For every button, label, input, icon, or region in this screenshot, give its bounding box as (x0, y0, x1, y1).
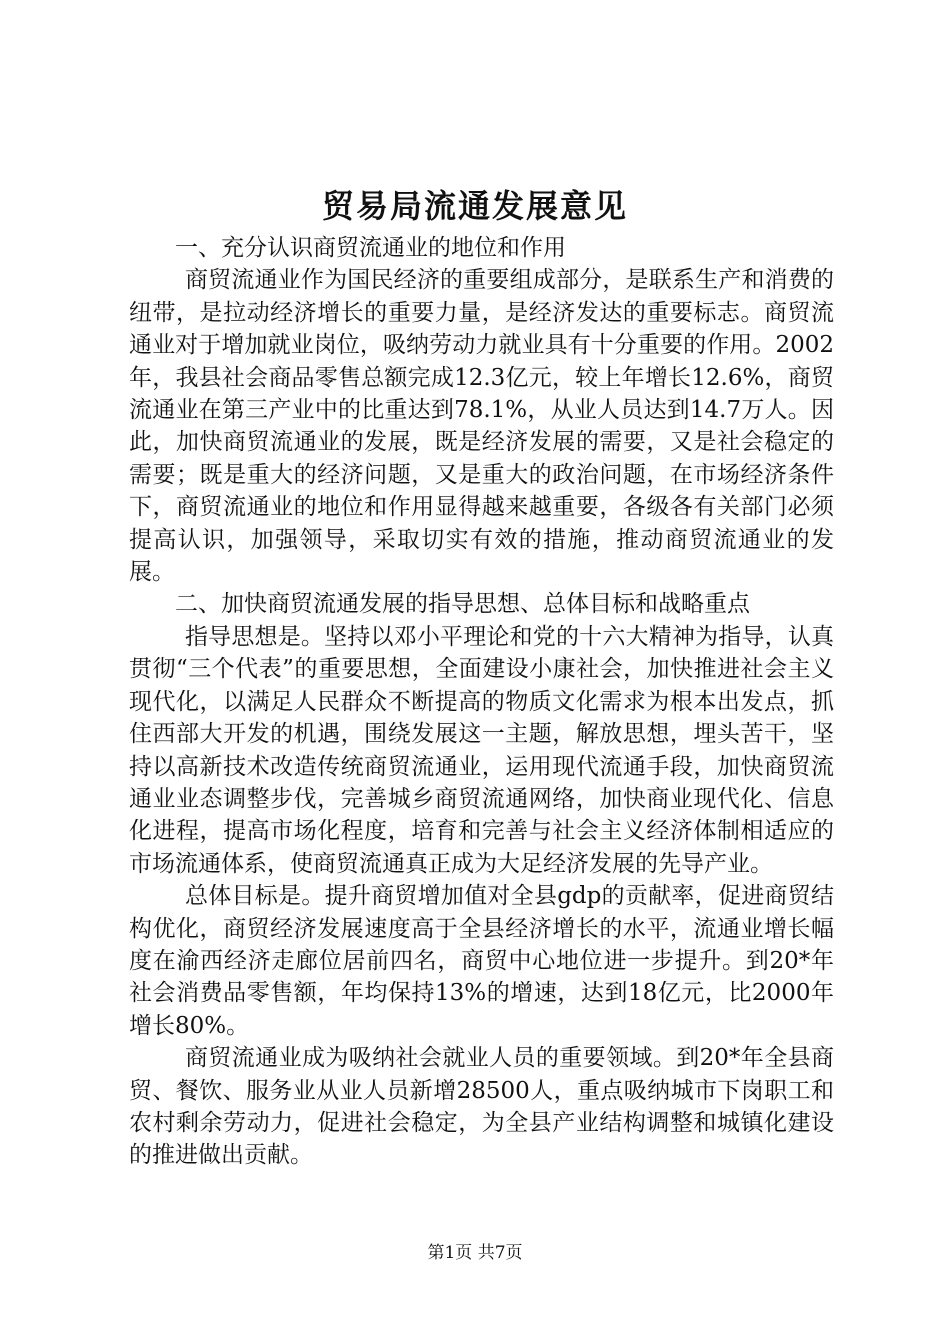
document-body (129, 232, 834, 1172)
paragraph-guiding-ideology: 指导思想是。坚持以邓小平理论和党的十六大精神为指导，认真贯彻“三个代表”的重要思想，全面建设小康社会，加快推进社会主义现代化，以满足人民群众不断提高的物质文化需求为根本出发点，抓住西部大开发的机遇，围绕发展这一主题，解放思想，埋头苦干，坚持以高新技术改造传统商贸流通业，运用现代流通手段，加快商贸流通业业态调整步伐，完善城乡商贸流通网络，加快商业现代化、信息化进程，提高市场化程度，培育和完善与社会主义经济体制相适应的市场流通体系，使商贸流通真正成为大足经济发展的先导产业。 (129, 623, 834, 877)
paragraph-overall-goal: 总体目标是。提升商贸增加值对全县gdp的贡献率，促进商贸结构优化，商贸经济发展速度高于全县经济增长的水平，流通业增长幅度在渝西经济走廊位居前四名，商贸中心地位进一步提升。到20*年社会消费品零售额，年均保持13%的增速，达到18亿元，比2000年增长80%。 (129, 883, 834, 1039)
paragraph-employment: 商贸流通业成为吸纳社会就业人员的重要领域。到20*年全县商贸、餐饮、服务业从业人员新增28500人，重点吸纳城市下岗职工和农村剩余劳动力，促进社会稳定，为全县产业结构调整和城镇化建设的推进做出贡献。 (129, 1045, 834, 1169)
section-heading-1: 一、充分认识商贸流通业的地位和作用 (175, 235, 566, 261)
section-heading-2: 二、加快商贸流通发展的指导思想、总体目标和战略重点 (175, 591, 750, 618)
document-title: 贸易局流通发展意见 (321, 187, 628, 225)
paragraph-1: 商贸流通业作为国民经济的重要组成部分，是联系生产和消费的纽带，是拉动经济增长的重要力量，是经济发达的重要标志。商贸流通业对于增加就业岗位，吸纳劳动力就业具有十分重要的作用。2002年，我县社会商品零售总额完成12.3亿元，较上年增长12.6%，商贸流通业在第三产业中的比重达到78.1%，从业人员达到14.7万人。因此，加快商贸流通业的发展，既是经济发展的需要，又是社会稳定的需要；既是重大的经济问题，又是重大的政治问题，在市场经济条件下，商贸流通业的地位和作用显得越来越重要，各级各有关部门必须提高认识，加强领导，采取切实有效的措施，推动商贸流通业的发展。 (129, 267, 834, 586)
page-number-footer: 第1页 共7页 (427, 1243, 523, 1263)
